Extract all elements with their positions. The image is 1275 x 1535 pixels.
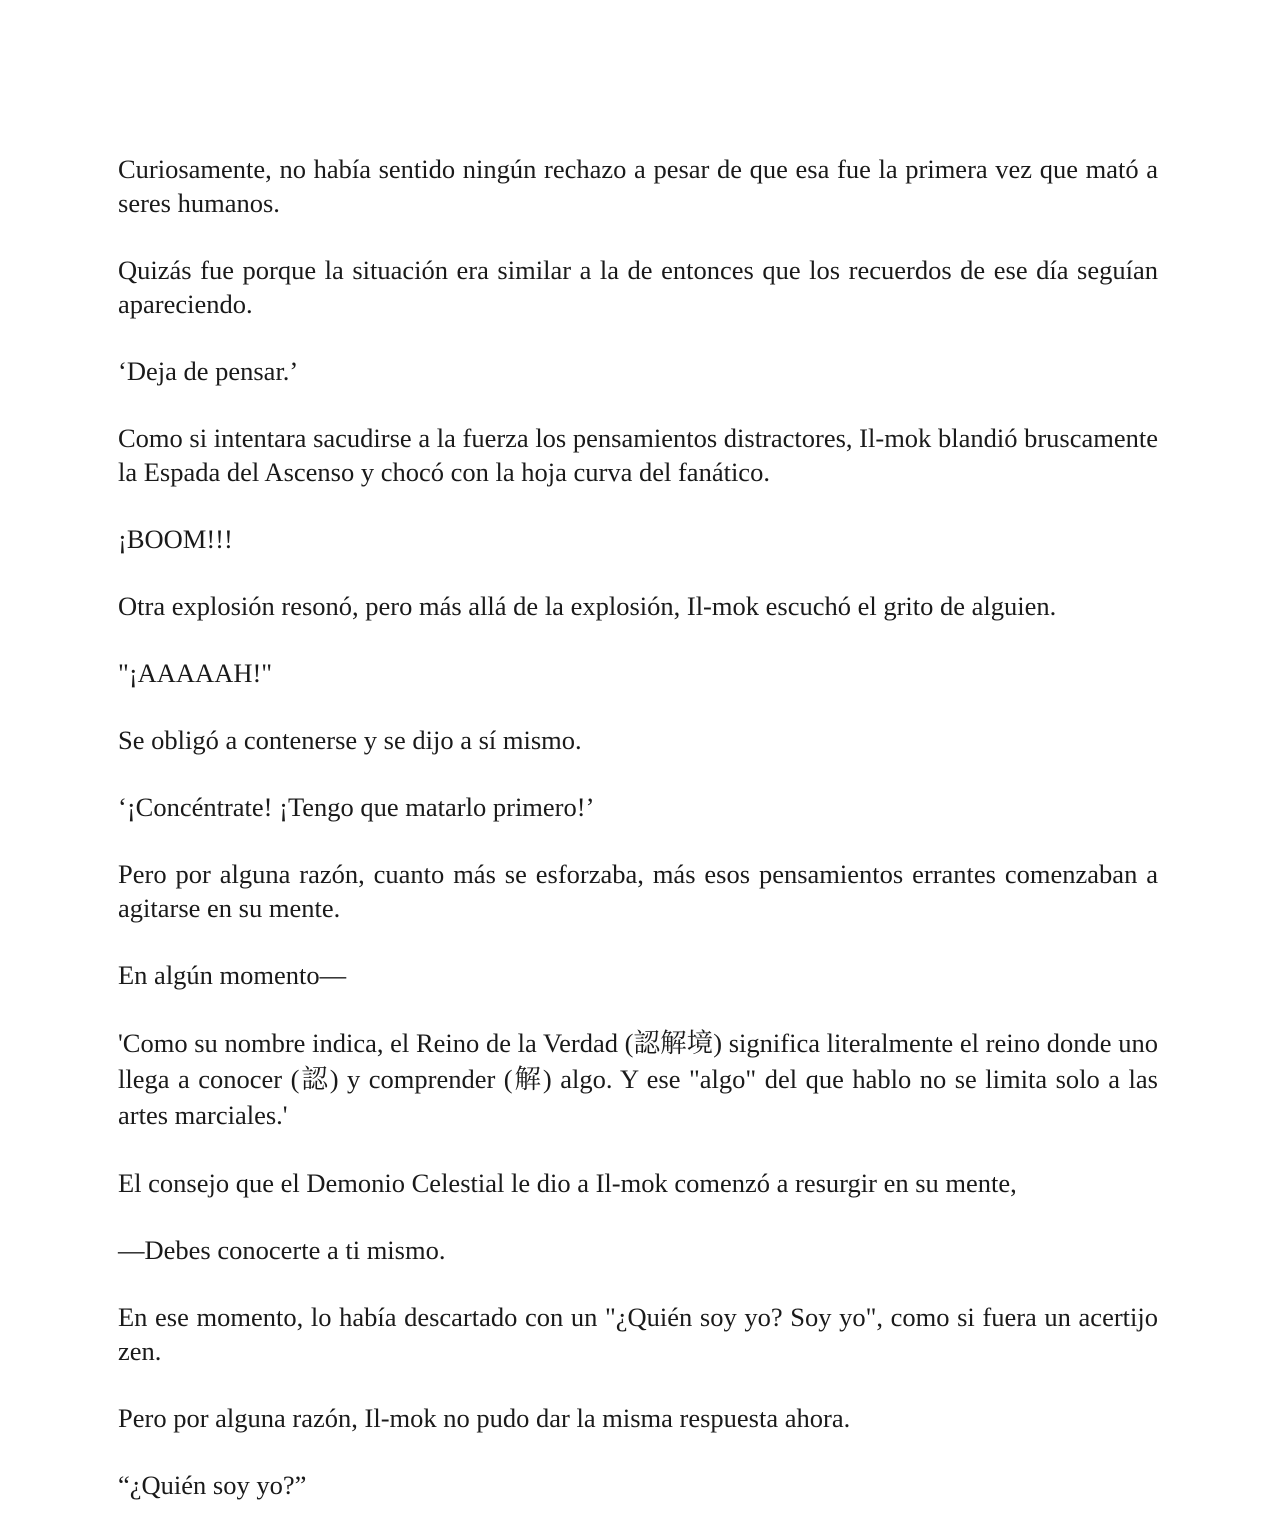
paragraph: Pero por alguna razón, cuanto más se esforzaba, más esos pensamientos errantes comenzaban a agitarse en su mente. — [118, 859, 1158, 923]
paragraph: —Debes conocerte a ti mismo. — [118, 1235, 446, 1265]
paragraph: Se obligó a contenerse y se dijo a sí mismo. — [118, 725, 582, 755]
paragraph: ¡BOOM!!! — [118, 524, 233, 554]
paragraph: El consejo que el Demonio Celestial le dio a Il-mok comenzó a resurgir en su mente, — [118, 1168, 1017, 1198]
paragraph: ‘Deja de pensar.’ — [118, 356, 299, 386]
paragraph: "¡AAAAAH!" — [118, 658, 273, 688]
paragraph: Pero por alguna razón, Il-mok no pudo dar la misma respuesta ahora. — [118, 1403, 851, 1433]
paragraph: Quizás fue porque la situación era similar a la de entonces que los recuerdos de ese día seguían apareciendo. — [118, 255, 1158, 319]
paragraph: 'Como su nombre indica, el Reino de la Verdad (認解境) significa literalmente el reino donde uno llega a conocer (認) y comprender (解) algo. Y ese "algo" del que hablo no se limita solo a las artes marciales.' — [118, 1028, 1158, 1130]
paragraph: “¿Quién soy yo?” — [118, 1470, 307, 1500]
paragraph: En ese momento, lo había descartado con un "¿Quién soy yo? Soy yo", como si fuera un acertijo zen. — [118, 1302, 1158, 1366]
document-page — [118, 152, 1158, 1535]
paragraph: Curiosamente, no había sentido ningún rechazo a pesar de que esa fue la primera vez que mató a seres humanos. — [118, 154, 1158, 218]
paragraph: ‘¡Concéntrate! ¡Tengo que matarlo primero!’ — [118, 792, 595, 822]
paragraph: Otra explosión resonó, pero más allá de la explosión, Il-mok escuchó el grito de alguien. — [118, 591, 1057, 621]
paragraph: En algún momento— — [118, 960, 347, 990]
paragraph: Como si intentara sacudirse a la fuerza los pensamientos distractores, Il-mok blandió bruscamente la Espada del Ascenso y chocó con la hoja curva del fanático. — [118, 423, 1158, 487]
